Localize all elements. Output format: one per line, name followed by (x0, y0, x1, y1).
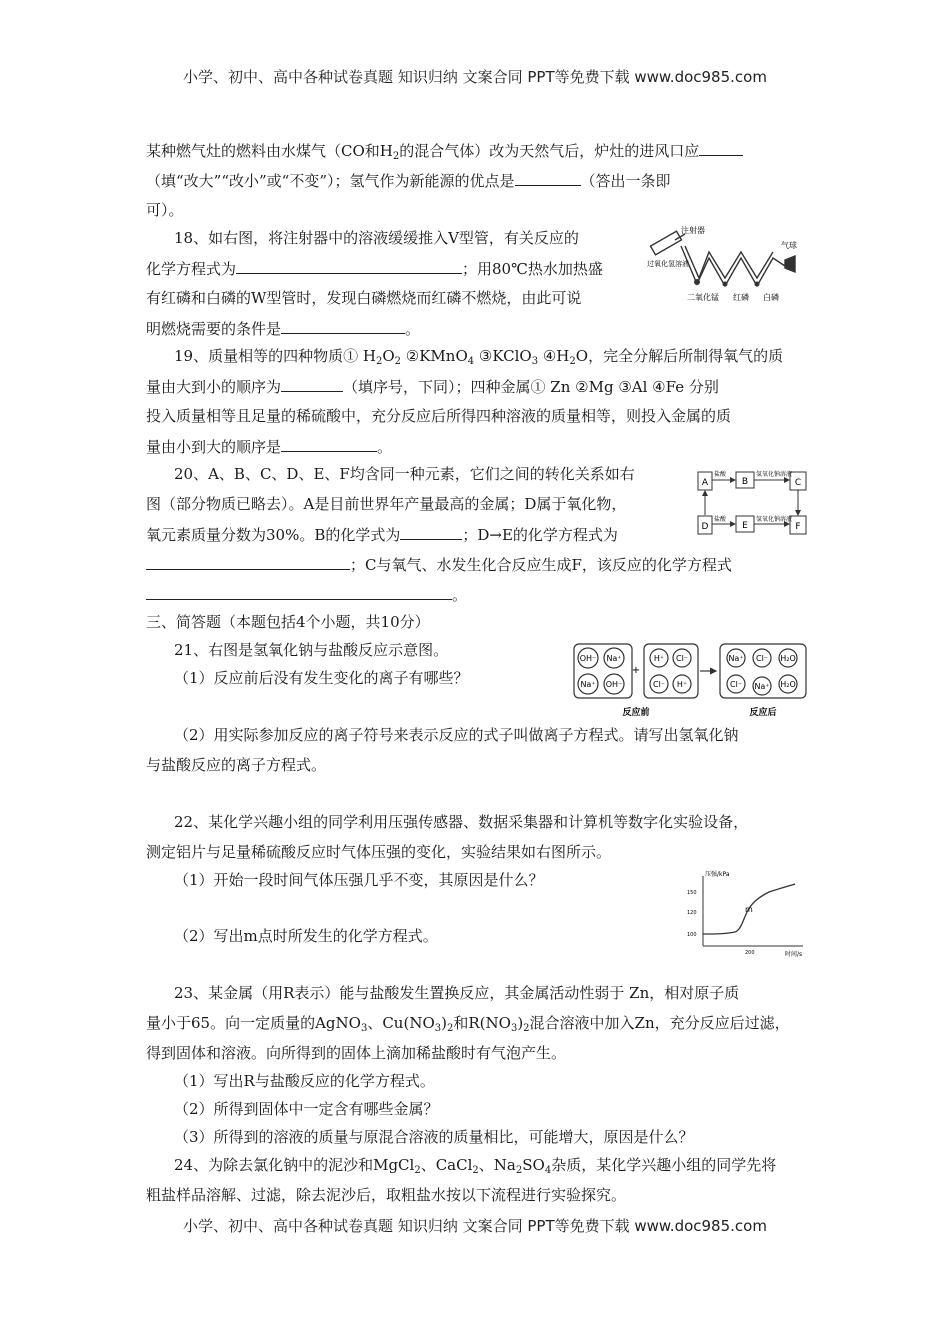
node-e: E (742, 521, 748, 531)
q20-line-5: 。 (146, 584, 467, 605)
q20-transformation-diagram (690, 464, 810, 542)
svg-text:Na⁺: Na⁺ (606, 654, 622, 663)
svg-text:H₂O: H₂O (780, 680, 796, 689)
q17-line-1: 某种燃气灶的燃料由水煤气（CO和$H_2$的混合气体）改为天然气后，炉灶的进风口应 (146, 140, 743, 161)
svg-text:OH⁻: OH⁻ (605, 680, 623, 689)
q20-line-1: 20、A、B、C、D、E、F均含同一种元素，它们之间的转化关系如右 (174, 465, 635, 483)
answer-blank[interactable] (400, 524, 462, 540)
q23-line-5: （2）所得到固体中一定含有哪些金属？ (174, 1100, 439, 1118)
svg-text:Cl⁻: Cl⁻ (755, 654, 769, 663)
after-label: 反应后 (749, 708, 777, 718)
q23-line-6: （3）所得到的溶液的质量与原混合溶液的质量相比，可能增大，原因是什么？ (174, 1128, 694, 1146)
q19-line-1: 19、质量相等的四种物质① $H_2O_2$ ②KMnO$_4$ ③KClO$_3$ $④H_2O$，完全分解后所制得氧气的质 (174, 347, 784, 367)
q22-line-2: 测定铝片与足量稀硫酸反应时气体压强的变化，实验结果如右图所示。 (146, 843, 612, 861)
node-a: A (701, 478, 709, 488)
q22-line-1: 22、某化学兴趣小组的同学利用压强传感器、数据采集器和计算机等数字化实验设备， (174, 813, 749, 831)
q23-line-3: 得到固体和溶液。向所得到的固体上滴加稀盐酸时有气泡产生。 (146, 1044, 567, 1062)
peroxide-label: 过氧化氢溶液 (647, 260, 689, 268)
white-p-label: 白磷 (763, 293, 779, 302)
q21-ion-reaction-figure (570, 640, 810, 720)
manganese-dioxide-mark (694, 279, 700, 285)
answer-blank[interactable] (281, 318, 405, 334)
y-tick-100: 100 (687, 932, 697, 938)
page-footer: 小学、初中、高中各种试卷真题 知识归纳 文案合同 PPT等免费下载 www.doc985.com (183, 1217, 767, 1235)
y-tick-120: 120 (687, 910, 697, 916)
svg-text:Na⁺: Na⁺ (728, 654, 744, 663)
q23-line-1: 23、某金属（用R表示）能与盐酸发生置换反应，其金属活动性弱于 Zn，相对原子质 (174, 984, 740, 1002)
q17-line-3: 可）。 (146, 201, 184, 219)
mno2-label: 二氧化锰 (687, 293, 719, 302)
q22-line-4: （2）写出m点时所发生的化学方程式。 (174, 927, 438, 945)
q19-line-3: 投入质量相等且足量的稀硫酸中，充分反应后所得四种溶液的质量相等，则投入金属的质 (146, 407, 732, 425)
y-axis-label: 压强/kPa (705, 871, 730, 878)
edge-label-de: 盐酸 (714, 516, 727, 523)
red-phosphorus-mark (723, 282, 728, 287)
node-b: B (741, 477, 749, 487)
answer-blank[interactable] (146, 554, 350, 570)
syringe-label: 注射器 (681, 226, 705, 235)
q21-line-4: 与盐酸反应的离子方程式。 (146, 756, 327, 774)
svg-text:H⁺: H⁺ (653, 654, 665, 663)
q24-line-2: 粗盐样品溶解、过滤，除去泥沙后，取粗盐水按以下流程进行实验探究。 (146, 1186, 627, 1204)
x-tick-200: 200 (745, 950, 755, 956)
svg-text:Cl⁻: Cl⁻ (729, 680, 743, 689)
svg-text:H⁺: H⁺ (676, 680, 688, 689)
answer-blank[interactable] (281, 376, 343, 392)
q24-line-1: 24、为除去氯化钠中的泥沙和MgCl$_2$、CaCl$_2$、$Na_2SO_4$杂质，某化学兴趣小组的同学先将 (174, 1156, 777, 1176)
q21-line-1: 21、右图是氢氧化钠与盐酸反应示意图。 (174, 641, 449, 659)
answer-blank[interactable] (236, 258, 462, 274)
q21-line-2: （1）反应前后没有发生变化的离子有哪些？ (174, 669, 469, 687)
q22-pressure-chart (685, 868, 807, 960)
q20-line-3: 氧元素质量分数为30%。B的化学式为 ；D→E的化学方程式为 (146, 526, 618, 544)
answer-blank[interactable] (699, 140, 743, 156)
q18-line-2: 化学方程式为 ；用80℃热水加热盛 (146, 260, 603, 278)
answer-blank[interactable] (515, 170, 581, 186)
edge-label-ef: 氢氧化钠溶液 (756, 516, 793, 523)
edge-label-ab: 盐酸 (714, 471, 727, 478)
edge-label-bc: 氢氧化钠溶液 (756, 471, 793, 478)
q18-line-1: 18、如右图，将注射器中的溶液缓缓推入V型管，有关反应的 (174, 229, 579, 247)
q23-line-2: 量小于65。向一定质量的AgNO$_3$、$Cu(NO_3)_2$和$R(NO_3)_2$混合溶液中加入Zn，充分反应后过滤， (146, 1014, 790, 1034)
node-d: D (701, 522, 709, 532)
answer-blank[interactable] (281, 436, 377, 452)
q20-line-2: 图（部分物质已略去）。A是目前世界年产量最高的金属；D属于氧化物， (146, 495, 627, 513)
answer-blank[interactable] (146, 584, 452, 600)
red-p-label: 红磷 (733, 293, 749, 302)
plus-sign: + (631, 665, 641, 676)
q21-line-3: （2）用实际参加反应的离子符号来表示反应的式子叫做离子方程式。请写出氢氧化钠 (174, 726, 739, 744)
section-3-heading: 三、简答题（本题包括4个小题，共10分） (146, 613, 430, 631)
q17-line-2: （填“改大”“改小”或“不变”）；氢气作为新能源的优点是 （答出一条即 (146, 172, 671, 190)
q18-apparatus-figure (645, 218, 810, 328)
white-phosphorus-mark (755, 282, 760, 287)
svg-text:H₂O: H₂O (780, 654, 796, 663)
y-tick-150: 150 (687, 890, 697, 896)
before-label: 反应前 (622, 708, 650, 718)
svg-text:Na⁺: Na⁺ (580, 680, 596, 689)
q19-line-2: 量由大到小的顺序为 （填序号，下同）；四种金属① Zn ②Mg ③Al ④Fe 分别 (146, 378, 719, 396)
q18-line-3: 有红磷和白磷的W型管时，发现白磷燃烧而红磷不燃烧，由此可说 (146, 289, 582, 307)
q20-line-4: ；C与氧气、水发生化合反应生成F，该反应的化学方程式 (146, 554, 732, 575)
node-c: C (794, 478, 802, 488)
point-m-label: m (745, 905, 753, 914)
q19-line-4: 量由小到大的顺序是 。 (146, 438, 393, 456)
balloon-label: 气球 (781, 241, 797, 250)
node-f: F (795, 522, 801, 532)
q22-line-3: （1）开始一段时间气体压强几乎不变，其原因是什么？ (174, 871, 544, 889)
page-header: 小学、初中、高中各种试卷真题 知识归纳 文案合同 PPT等免费下载 www.doc985.com (183, 68, 767, 86)
q18-line-4: 明燃烧需要的条件是 。 (146, 320, 421, 338)
svg-text:Cl⁻: Cl⁻ (675, 654, 689, 663)
svg-text:Na⁺: Na⁺ (754, 682, 770, 691)
svg-text:OH⁻: OH⁻ (579, 654, 597, 663)
q23-line-4: （1）写出R与盐酸反应的化学方程式。 (174, 1072, 435, 1090)
x-axis-label: 时间/s (785, 951, 803, 958)
svg-text:Cl⁻: Cl⁻ (652, 680, 666, 689)
